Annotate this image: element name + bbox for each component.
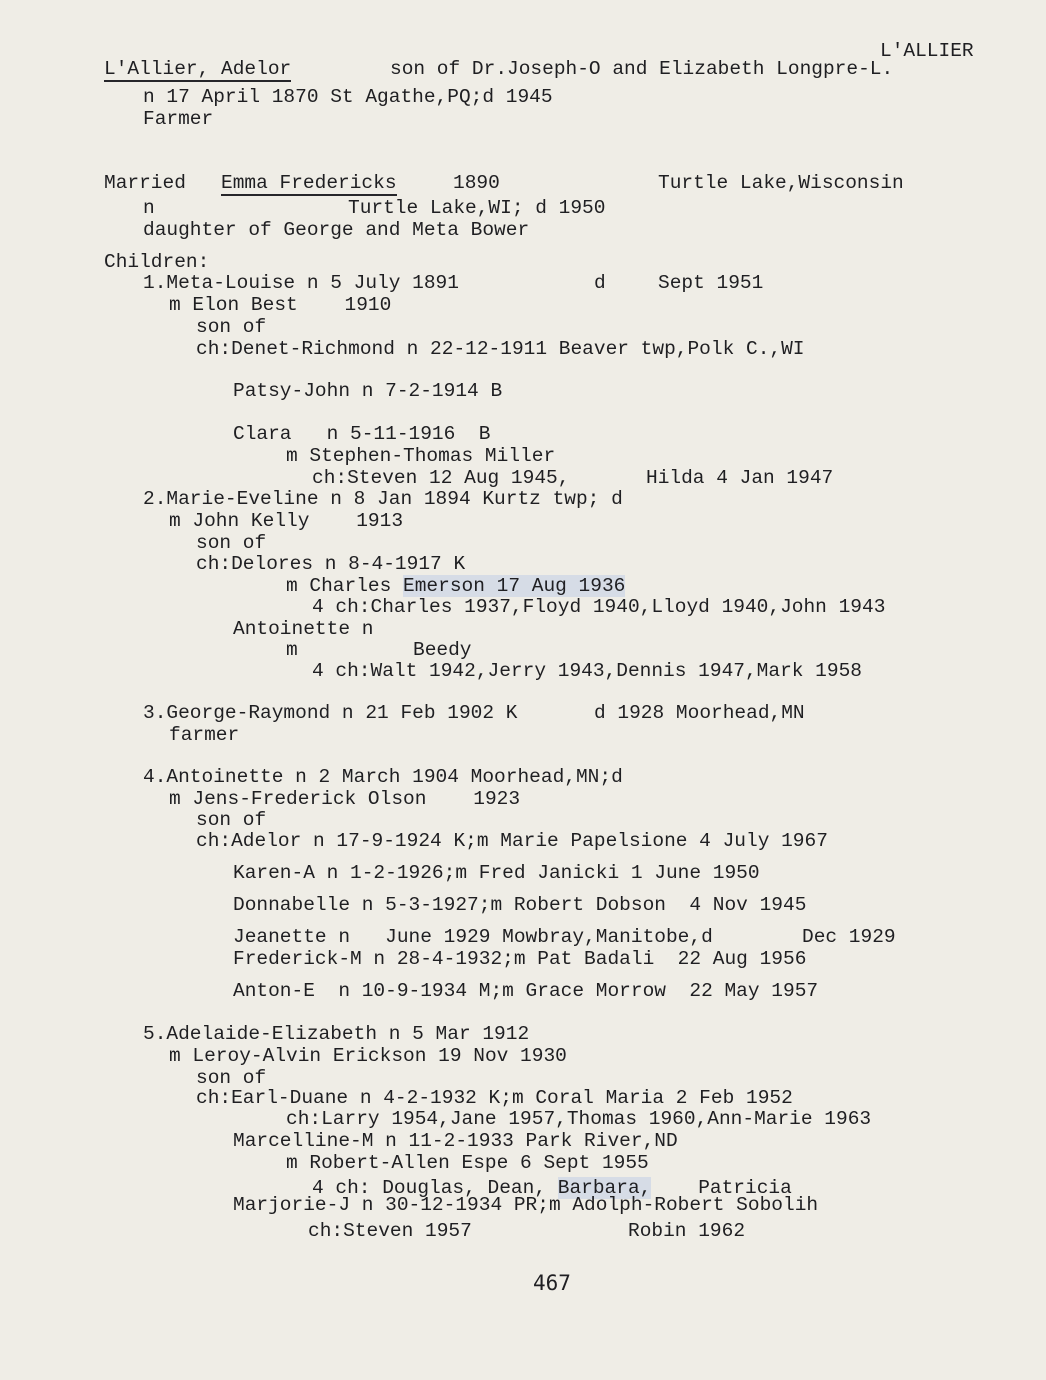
child-1-grandchild-3: Clara n 5-11-1916 B [233, 423, 491, 445]
child-5-marriage: m Leroy-Alvin Erickson 19 Nov 1930 [169, 1045, 567, 1067]
child-3-occupation: farmer [169, 724, 240, 746]
child-2-grandchild-2-children: 4 ch:Walt 1942,Jerry 1943,Dennis 1947,Mark 1958 [312, 660, 862, 682]
child-5-grandchild-3-child-1: ch:Steven 1957 [308, 1220, 472, 1242]
child-4-grandchild-1: ch:Adelor n 17-9-1924 K;m Marie Papelsione 4 July 1967 [196, 830, 828, 852]
child-1-grandchild-1: ch:Denet-Richmond n 22-12-1911 Beaver twp,Polk C.,WI [196, 338, 805, 360]
child-1-death: Sept 1951 [658, 272, 764, 294]
children-label: Children: [104, 251, 210, 273]
child-1-great-grandchild-1: ch:Steven 12 Aug 1945, [312, 467, 570, 489]
child-1-grandchild-3-marriage: m Stephen-Thomas Miller [286, 445, 556, 467]
subject-occupation: Farmer [143, 108, 214, 130]
child-5-grandchild-1-children: ch:Larry 1954,Jane 1957,Thomas 1960,Ann-Marie 1963 [286, 1108, 872, 1130]
spouse-parents: daughter of George and Meta Bower [143, 219, 530, 241]
child-5-grandchild-3-child-2: Robin 1962 [628, 1220, 746, 1242]
child-2-marriage: m John Kelly 1913 [169, 510, 404, 532]
child-2-grandchild-2-marriage-m: m [286, 639, 298, 661]
marriage-place: Turtle Lake,Wisconsin [658, 172, 904, 194]
child-3: 3.George-Raymond n 21 Feb 1902 K [143, 702, 518, 724]
child-5-spouse-parents: son of [196, 1067, 267, 1089]
child-5-grandchild-2-children: 4 ch: Douglas, Dean, Barbara, Patricia [312, 1177, 792, 1199]
spouse-birth-place: Turtle Lake,WI; d 1950 [348, 197, 606, 219]
child-2-grandchild-1-children: 4 ch:Charles 1937,Floyd 1940,Lloyd 1940,John 1943 [312, 596, 886, 618]
subject-name: L'Allier, Adelor [104, 58, 292, 80]
child-5-grandchild-1: ch:Earl-Duane n 4-2-1932 K;m Coral Maria 2 Feb 1952 [196, 1087, 793, 1109]
child-4-marriage: m Jens-Frederick Olson 1923 [169, 788, 521, 810]
child-4-grandchild-6: Anton-E n 10-9-1934 M;m Grace Morrow 22 May 1957 [233, 980, 819, 1002]
child-1-great-grandchild-2: Hilda 4 Jan 1947 [646, 467, 834, 489]
child-1-spouse-parents: son of [196, 316, 267, 338]
spouse-birth-n: n [143, 197, 155, 219]
child-1-marriage: m Elon Best 1910 [169, 294, 392, 316]
child-2-grandchild-2-spouse: Beedy [413, 639, 472, 661]
child-4-grandchild-3: Donnabelle n 5-3-1927;m Robert Dobson 4 Nov 1945 [233, 894, 807, 916]
child-1-grandchild-2: Patsy-John n 7-2-1914 B [233, 380, 503, 402]
child-5: 5.Adelaide-Elizabeth n 5 Mar 1912 [143, 1023, 530, 1045]
child-4-grandchild-5: Frederick-M n 28-4-1932;m Pat Badali 22 Aug 1956 [233, 948, 807, 970]
child-2-grandchild-1-marriage: m Charles Emerson 17 Aug 1936 [286, 575, 626, 597]
child-5-grandchild-3: Marjorie-J n 30-12-1934 PR;m Adolph-Robert Sobolih [233, 1194, 819, 1216]
child-4-grandchild-4: Jeanette n June 1929 Mowbray,Manitobe,d [233, 926, 713, 948]
child-4-grandchild-2: Karen-A n 1-2-1926;m Fred Janicki 1 June 1950 [233, 862, 760, 884]
surname-tag: L'ALLIER [880, 40, 974, 62]
child-1: 1.Meta-Louise n 5 July 1891 [143, 272, 459, 294]
married-label: Married [104, 172, 186, 194]
child-2-grandchild-2: Antoinette n [233, 618, 374, 640]
child-5-grandchild-2-marriage: m Robert-Allen Espe 6 Sept 1955 [286, 1152, 649, 1174]
child-4-spouse-parents: son of [196, 809, 267, 831]
subject-parents: son of Dr.Joseph-O and Elizabeth Longpre-L. [390, 58, 894, 80]
child-4: 4.Antoinette n 2 March 1904 Moorhead,MN;d [143, 766, 623, 788]
child-4-grandchild-4-death: Dec 1929 [802, 926, 896, 948]
child-2-grandchild-1: ch:Delores n 8-4-1917 K [196, 553, 466, 575]
child-5-grandchild-2: Marcelline-M n 11-2-1933 Park River,ND [233, 1130, 678, 1152]
subject-birth: n 17 April 1870 St Agathe,PQ;d 1945 [143, 86, 553, 108]
child-2-spouse-parents: son of [196, 532, 267, 554]
spouse-name: Emma Fredericks [221, 172, 397, 194]
child-2: 2.Marie-Eveline n 8 Jan 1894 Kurtz twp; d [143, 488, 623, 510]
page-number: 467 [533, 1271, 571, 1295]
child-1-death-d: d [594, 272, 606, 294]
marriage-year: 1890 [453, 172, 500, 194]
child-3-death: d 1928 Moorhead,MN [594, 702, 805, 724]
